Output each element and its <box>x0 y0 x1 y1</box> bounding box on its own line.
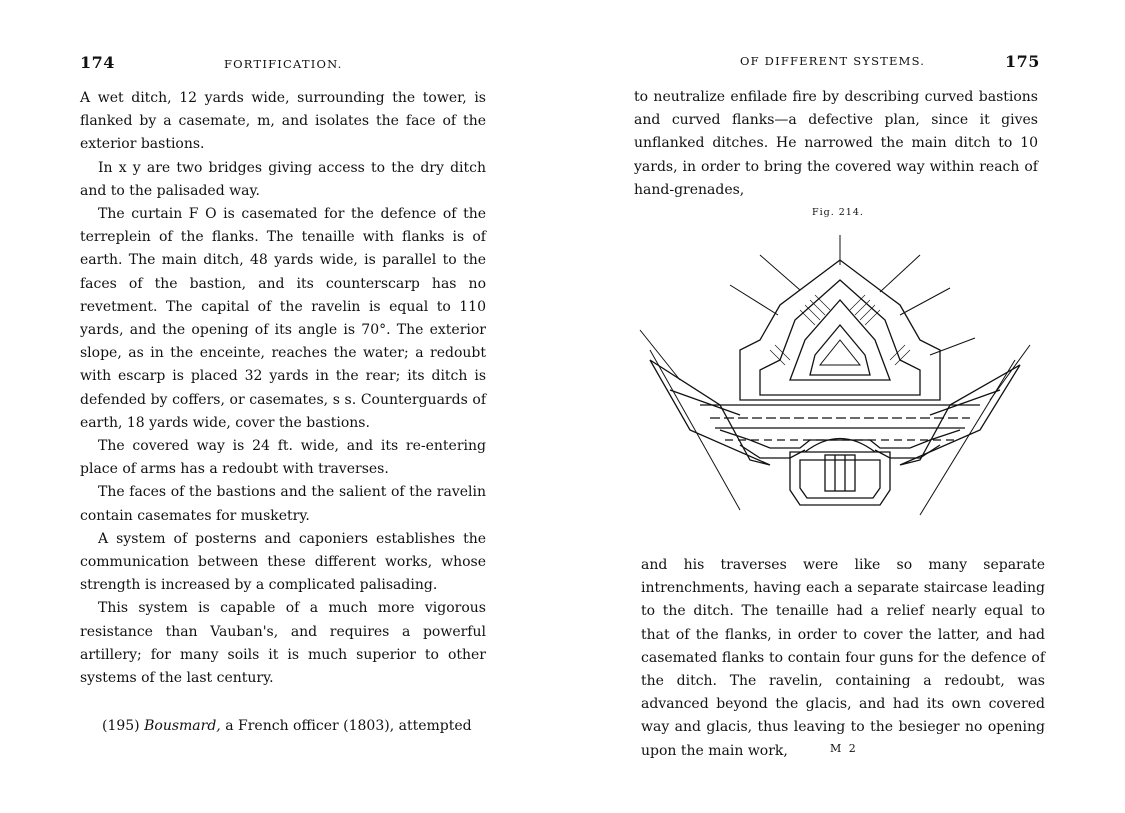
section-number: (195) <box>102 718 140 734</box>
section-195 <box>80 715 486 738</box>
section-text: a French officer (1803), attempted <box>225 718 472 734</box>
bastion <box>790 452 890 505</box>
signature-mark: M 2 <box>830 742 858 755</box>
page-number-left: 174 <box>80 53 115 72</box>
right-bottom-text: and his traverses were like so many separate intrenchments, having each a separate staircase leading to the ditch. The tenaille had a relief nearly equal to that of the flanks, in order to cover the latter, and had casemated flanks to contain four guns for the defence of the ditch. The ravelin, containing a redoubt, was advanced beyond the glacis, and had its own covered way and glacis, thus leaving to the besieger no opening upon the main work, <box>641 557 1045 759</box>
paragraph-wet-ditch: A wet ditch, 12 yards wide, surrounding the tower, is flanked by a casemate, m, and isolates the face of the exterior bastions. <box>80 90 486 153</box>
running-head-right: OF DIFFERENT SYSTEMS. <box>740 54 926 68</box>
ravelin <box>740 260 940 400</box>
paragraph-curtain: The curtain F O is casemated for the defence of the terreplein of the flanks. The tenaille with flanks is of earth. The main ditch, 48 yards wide, is parallel to the faces of the bastion, and its counterscarp has no revetment. The capital of the ravelin is equal to 110 yards, and the opening of its angle is 70°. The exterior slope, as in the enceinte, reaches the water; a redoubt with escarp is placed 32 yards in the rear; its ditch is defended by coffers, or casemates, s s. Counterguards of earth, 18 yards wide, cover the bastions. <box>80 206 486 431</box>
ditch <box>700 405 980 440</box>
section-name: Bousmard, <box>144 718 221 734</box>
page-number-right: 175 <box>1005 52 1040 71</box>
running-head-left: FORTIFICATION. <box>224 57 343 71</box>
right-top-text: to neutralize enfilade fire by describing curved bastions and curved flanks—a defective plan, since it gives unflanked ditches. He narrowed the main ditch to 10 yards, in order to bring the covered way within reach of hand-grenades, <box>634 89 1038 198</box>
fortification-figure <box>630 230 1040 530</box>
paragraph-posterns: A system of posterns and caponiers establishes the communication between these different works, whose strength is increased by a complicated palisading. <box>80 530 486 594</box>
paragraph-covered-way: The covered way is 24 ft. wide, and its re-entering place of arms has a redoubt with traverses. <box>80 438 486 478</box>
paragraph-casemates: The faces of the bastions and the salient of the ravelin contain casemates for musketry. <box>80 484 486 524</box>
left-body-text <box>80 87 486 690</box>
paragraph-resistance: This system is capable of a much more vigorous resistance than Vauban's, and requires a powerful artillery; for many soils it is much superior to other systems of the last century. <box>80 600 486 687</box>
figure-label: Fig. 214. <box>812 207 864 218</box>
right-page <box>560 0 1125 813</box>
left-page <box>0 0 560 813</box>
paragraph-bridges: In x y are two bridges giving access to the dry ditch and to the palisaded way. <box>80 159 486 199</box>
